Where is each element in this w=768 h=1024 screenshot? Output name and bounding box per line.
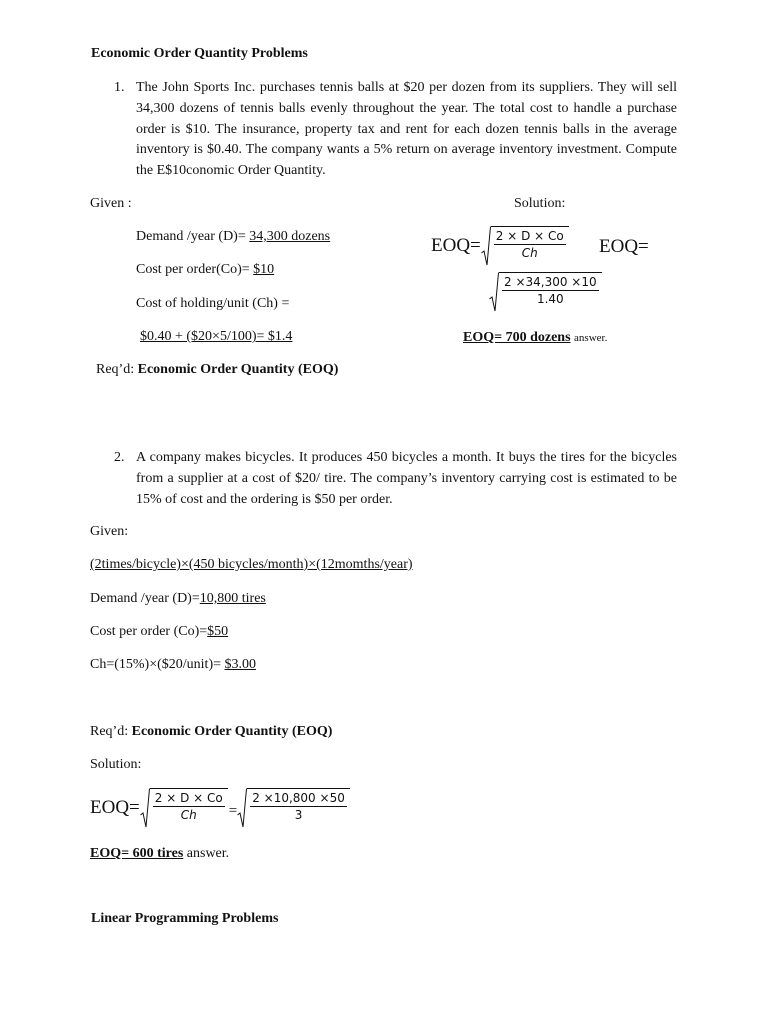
p1-solution-label: Solution: — [514, 196, 566, 211]
sqrt-icon — [481, 226, 569, 266]
p2-answer: answer. — [183, 846, 230, 861]
p2-formula-denominator: Ch — [180, 808, 197, 822]
problem-1-text: The John Sports Inc. purchases tennis balls at $20 per dozen from its suppliers. They will sell 34,300 dozens of tennis balls evenly throughout the year. The total cost to handle a purchase order is $10. The insurance, property tax and rent for each dozen tennis balls in the average inventory is $0.40. The company wants a 5% return on average inventory investment. Compute the E$10conomic Order Quantity. — [136, 80, 677, 179]
p2-cost-order-value: $50 — [207, 624, 229, 639]
p1-reqd-label: Req’d: — [96, 362, 138, 377]
problem-2-number: 2. — [114, 450, 125, 465]
p1-sub-numerator: 2 ×34,300 ×10 — [504, 275, 597, 289]
p2-eoq-formula — [90, 788, 350, 828]
p2-demand — [90, 591, 266, 607]
section-title-linear-programming: Linear Programming Problems — [91, 911, 279, 926]
p2-result-line — [90, 846, 229, 862]
page-title: Economic Order Quantity Problems — [91, 46, 308, 61]
p2-demand-value: 10,800 tires — [199, 591, 266, 606]
sqrt-icon — [489, 272, 602, 312]
p1-eoq-substitution — [489, 272, 602, 312]
p1-reqd-value: Economic Order Quantity (EOQ) — [137, 362, 339, 377]
problem-1-number: 1. — [114, 80, 125, 95]
p2-ch-label: Ch=(15%)×($20/unit)= — [90, 657, 225, 672]
p2-solution-label: Solution: — [90, 757, 142, 772]
p2-reqd-value: Economic Order Quantity (EOQ) — [131, 724, 333, 739]
p2-calc: (2times/bicycle)×(450 bicycles/month)×(12momths/year) — [90, 557, 413, 572]
p2-cost-order-label: Cost per order (Co)= — [90, 624, 208, 639]
p1-formula-denominator: Ch — [521, 246, 538, 260]
p2-result: EOQ= 600 tires — [90, 846, 184, 861]
p1-result: EOQ= 700 dozens — [463, 330, 571, 345]
p2-ch — [90, 657, 256, 673]
p1-result-line — [463, 330, 607, 346]
p1-cost-order-value: $10 — [253, 262, 275, 277]
p1-answer: answer. — [574, 332, 608, 344]
p2-ch-value: $3.00 — [224, 657, 257, 672]
p1-eoq-label-2: EOQ= — [599, 236, 649, 257]
p1-given-label: Given : — [90, 196, 132, 211]
p1-eoq-label: EOQ= — [431, 235, 481, 256]
p1-demand — [136, 229, 330, 245]
p2-formula-numerator: 2 × D × Co — [154, 791, 223, 805]
p1-cost-order — [136, 262, 274, 278]
p2-sub-numerator: 2 ×10,800 ×50 — [252, 791, 345, 805]
p1-formula-numerator: 2 × D × Co — [495, 229, 564, 243]
p1-sub-denominator: 1.40 — [536, 292, 564, 306]
sqrt-icon — [140, 788, 228, 828]
p1-holding-value: $0.40 + ($20×5/100)= $1.4 — [140, 329, 293, 344]
p1-reqd — [96, 362, 338, 378]
p1-holding-label: Cost of holding/unit (Ch) = — [136, 296, 290, 311]
p2-reqd — [90, 724, 332, 740]
p2-given-label: Given: — [90, 524, 129, 539]
p2-reqd-label: Req’d: — [90, 724, 132, 739]
p2-demand-label: Demand /year (D)= — [90, 591, 200, 606]
p2-cost-order — [90, 624, 228, 640]
p1-demand-label: Demand /year (D)= — [136, 229, 250, 244]
p2-eoq-label: EOQ= — [90, 797, 140, 818]
p1-demand-value: 34,300 dozens — [249, 229, 331, 244]
problem-2-text: A company makes bicycles. It produces 450 bicycles a month. It buys the tires for the bicycles from a supplier at a cost of $20/ tire. The company’s inventory carrying cost is estimated to be 15% of cost and the ordering is $50 per order. — [136, 450, 677, 507]
p1-eoq-formula — [431, 226, 569, 266]
p2-equals: = — [228, 802, 238, 819]
sqrt-icon — [237, 788, 350, 828]
p1-cost-order-label: Cost per order(Co)= — [136, 262, 254, 277]
p2-sub-denominator: 3 — [294, 808, 303, 822]
